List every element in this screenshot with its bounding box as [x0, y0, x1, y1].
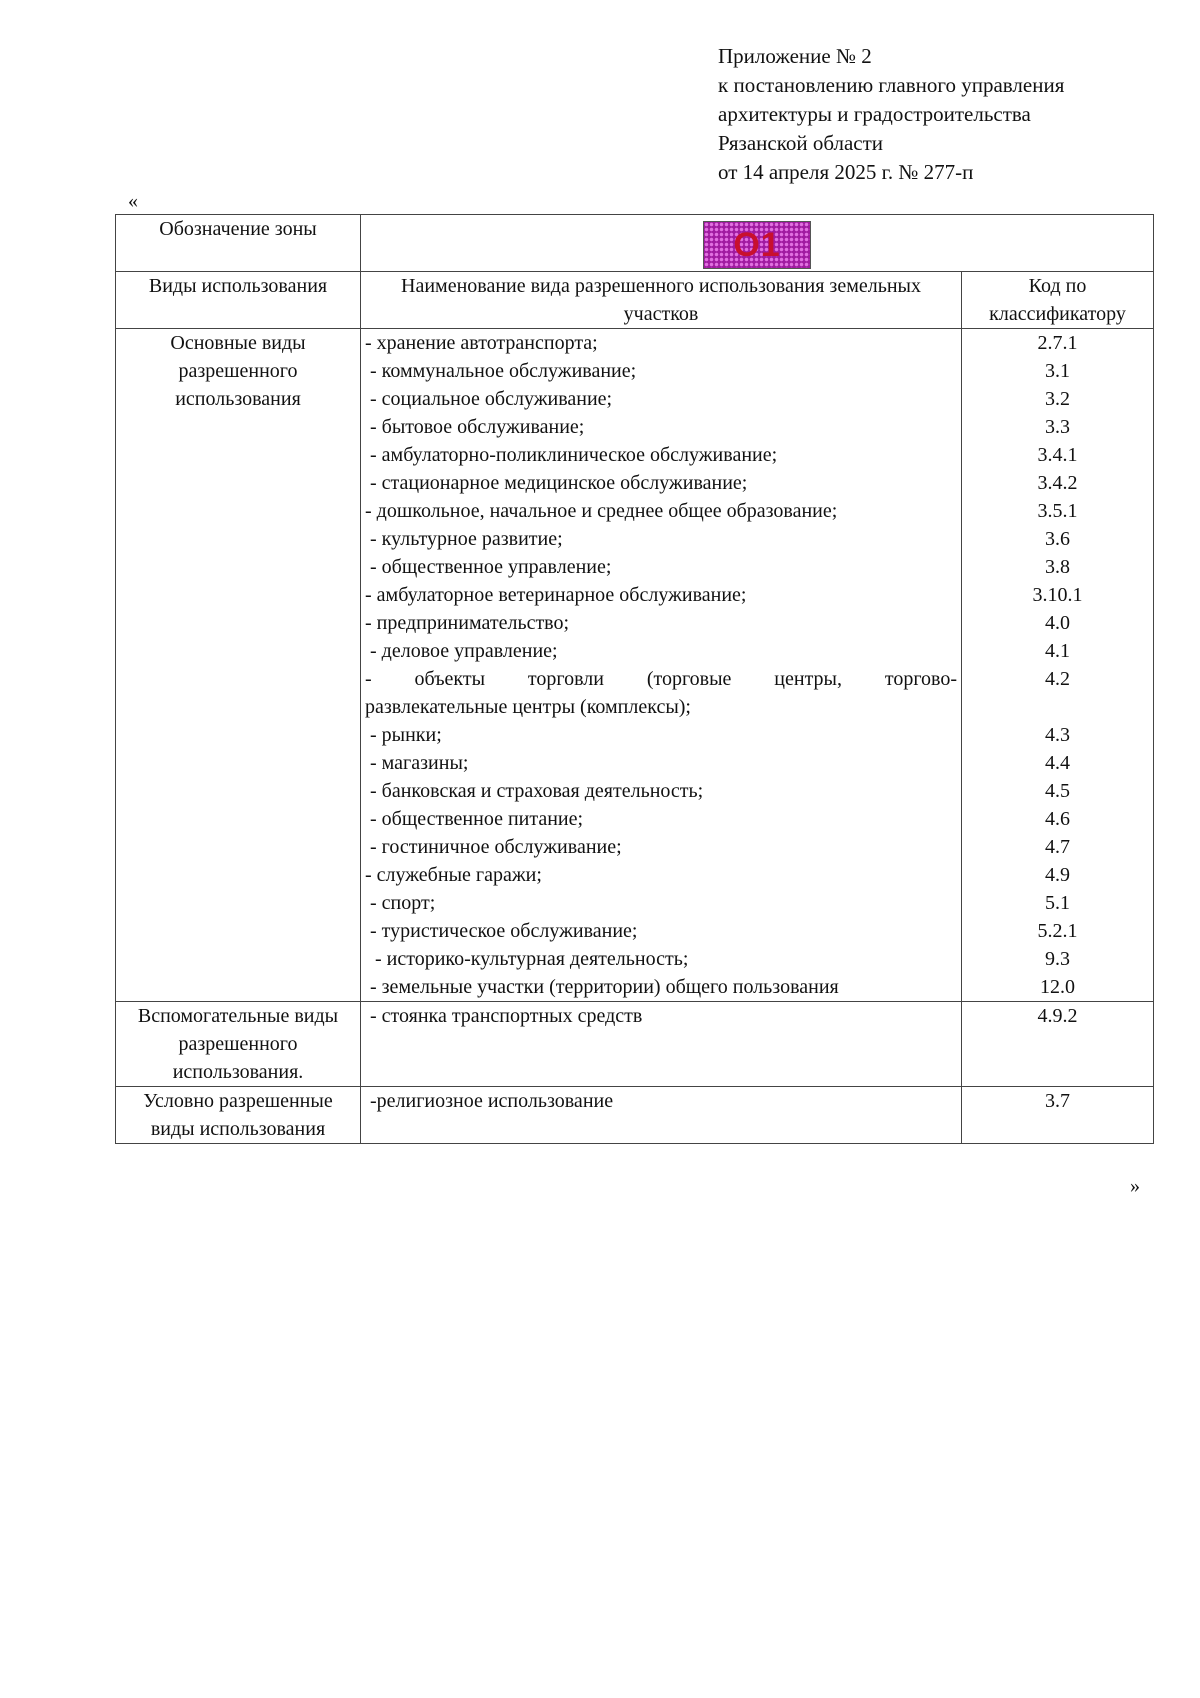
conditional-use-code: 3.7: [962, 1087, 1154, 1144]
conditional-uses-label: Условно разрешенные виды использования: [116, 1087, 361, 1144]
list-item: - банковская и страховая деятельность;: [365, 780, 704, 802]
classifier-code: 5.2.1: [1037, 920, 1078, 942]
list-item: - социальное обслуживание;: [365, 388, 613, 410]
list-item: - общественное питание;: [365, 808, 584, 830]
classifier-code: 3.4.1: [1037, 444, 1078, 466]
classifier-code: 5.1: [1045, 892, 1070, 914]
classifier-code: 4.7: [1045, 836, 1070, 858]
list-item: - стационарное медицинское обслуживание;: [365, 472, 748, 494]
classifier-code: 4.0: [1045, 612, 1070, 634]
classifier-code: 4.5: [1045, 780, 1070, 802]
list-item: - деловое управление;: [365, 640, 558, 662]
list-item: - объекты торговли (торговые центры, торгово-: [365, 668, 957, 690]
main-uses-label: Основные виды разрешенного использования: [116, 329, 361, 1002]
classifier-code: 3.10.1: [1032, 584, 1083, 606]
list-item: - магазины;: [365, 752, 469, 774]
classifier-code: 4.2: [1045, 668, 1070, 690]
classifier-code: 4.9: [1045, 864, 1070, 886]
classifier-code: 3.4.2: [1037, 472, 1078, 494]
list-item: - историко-культурная деятельность;: [365, 948, 689, 970]
list-item: - культурное развитие;: [365, 528, 563, 550]
list-item: развлекательные центры (комплексы);: [365, 696, 691, 718]
col-header-types: Виды использования: [116, 272, 361, 329]
classifier-code: 3.1: [1045, 360, 1070, 382]
classifier-code: 3.3: [1045, 416, 1070, 438]
classifier-code: 9.3: [1045, 948, 1070, 970]
header-line: Приложение № 2: [718, 44, 872, 68]
list-item: - стоянка транспортных средств: [365, 1005, 643, 1027]
auxiliary-uses-row: [116, 1002, 1154, 1087]
list-item: - общественное управление;: [365, 556, 612, 578]
list-item: - гостиничное обслуживание;: [365, 836, 622, 858]
main-uses-row: [116, 329, 1154, 1002]
classifier-code: 4.4: [1045, 752, 1070, 774]
header-line: к постановлению главного управления: [718, 73, 1065, 97]
zone-row: [116, 215, 1154, 272]
appendix-header: [718, 42, 1064, 187]
main-uses-names: [361, 329, 962, 1002]
list-item: - спорт;: [365, 892, 436, 914]
list-item: - бытовое обслуживание;: [365, 416, 585, 438]
col-header-code: Код по классификатору: [962, 272, 1154, 329]
list-item: - рынки;: [365, 724, 442, 746]
classifier-code: 2.7.1: [1037, 332, 1078, 354]
opening-quote: «: [128, 190, 138, 212]
auxiliary-uses-label: Вспомогательные виды разрешенного использования.: [116, 1002, 361, 1087]
classifier-code: [966, 693, 1149, 721]
header-line: от 14 апреля 2025 г. № 277-п: [718, 160, 974, 184]
list-item: - амбулаторное ветеринарное обслуживание;: [365, 584, 747, 606]
classifier-code: 4.1: [1045, 640, 1070, 662]
list-item: - дошкольное, начальное и среднее общее образование;: [365, 500, 838, 522]
classifier-code: 4.3: [1045, 724, 1070, 746]
list-item: - предпринимательство;: [365, 612, 570, 634]
zone-table: [115, 214, 1154, 1144]
zone-code-badge: О1: [703, 221, 811, 269]
classifier-code: 3.8: [1045, 556, 1070, 578]
header-line: Рязанской области: [718, 131, 884, 155]
list-item: - амбулаторно-поликлиническое обслуживание;: [365, 444, 778, 466]
classifier-code: 3.6: [1045, 528, 1070, 550]
column-header-row: [116, 272, 1154, 329]
conditional-uses-row: [116, 1087, 1154, 1144]
classifier-code: 12.0: [1040, 976, 1075, 998]
classifier-code: 3.2: [1045, 388, 1070, 410]
main-uses-codes: [962, 329, 1154, 1002]
list-item: - хранение автотранспорта;: [365, 332, 598, 354]
col-header-name: Наименование вида разрешенного использования земельных участков: [361, 272, 962, 329]
list-item: - земельные участки (территории) общего пользования: [365, 976, 839, 998]
zone-label: Обозначение зоны: [159, 218, 317, 240]
list-item: - туристическое обслуживание;: [365, 920, 638, 942]
list-item: -религиозное использование: [365, 1090, 614, 1112]
auxiliary-use-code: 4.9.2: [962, 1002, 1154, 1087]
closing-quote: »: [1130, 1175, 1140, 1197]
classifier-code: 4.6: [1045, 808, 1070, 830]
zone-code-cell: [361, 215, 1154, 272]
classifier-code: 3.5.1: [1037, 500, 1078, 522]
header-line: архитектуры и градостроительства: [718, 102, 1031, 126]
auxiliary-use-name: [361, 1002, 962, 1087]
list-item: - служебные гаражи;: [365, 864, 542, 886]
zone-label-cell: [116, 215, 361, 272]
list-item: - коммунальное обслуживание;: [365, 360, 637, 382]
conditional-use-name: [361, 1087, 962, 1144]
